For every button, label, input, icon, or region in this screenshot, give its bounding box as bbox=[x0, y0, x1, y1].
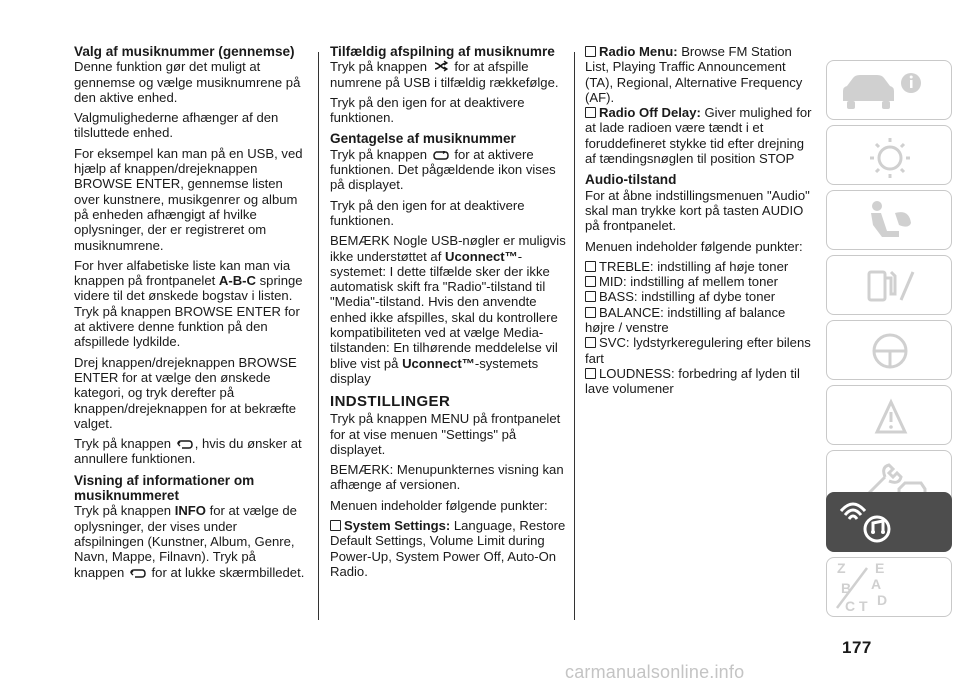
text: for at aktivere funktionen. Det pågældende ikon vises på displayet. bbox=[330, 146, 556, 193]
checkbox-bullet-icon bbox=[585, 291, 596, 302]
item-text: BASS: indstilling af dybe toner bbox=[599, 289, 776, 305]
car-info-icon bbox=[827, 61, 953, 121]
heading-browse: Valg af musiknummer (gennemse) bbox=[74, 44, 295, 59]
paragraph: Menuen indeholder følgende punkter: bbox=[585, 238, 803, 254]
heading-shuffle: Tilfældig afspilning af musiknumre bbox=[330, 44, 555, 59]
warning-light-icon bbox=[827, 126, 953, 186]
brand-name: Uconnect™ bbox=[402, 355, 475, 371]
item-text: Language, Restore Default Settings, Volume Limit during Power-Up, System Power Off, Auto-On Radio. bbox=[330, 518, 566, 579]
checkbox-bullet-icon bbox=[585, 276, 596, 287]
text: for at lukke skærmbilledet. bbox=[147, 564, 305, 580]
tab-multimedia[interactable] bbox=[826, 492, 952, 552]
checkbox-bullet-icon bbox=[585, 337, 596, 348]
tab-car-info[interactable] bbox=[826, 60, 952, 120]
item-text: BALANCE: indstilling af balance højre / venstre bbox=[585, 304, 786, 336]
tab-warning-lights[interactable] bbox=[826, 125, 952, 185]
back-icon bbox=[130, 569, 146, 578]
text: Tryk på knappen bbox=[330, 146, 431, 162]
heading-audio: Audio-tilstand bbox=[585, 172, 677, 188]
tab-driving[interactable] bbox=[826, 320, 952, 380]
index-letter: A bbox=[871, 576, 882, 592]
item-text: Browse FM Station List, Playing Traffic Announcement (TA), Regional, Alternative Frequency (AF). bbox=[585, 44, 803, 105]
item-text: LOUDNESS: forbedring af lyden til lave volumener bbox=[585, 365, 800, 397]
item-title: Radio Off Delay: bbox=[599, 105, 701, 121]
index-letter: E bbox=[875, 560, 885, 576]
brand-name: Uconnect™ bbox=[445, 248, 518, 264]
list-item bbox=[585, 259, 813, 274]
index-letters bbox=[837, 560, 897, 616]
list-item bbox=[585, 289, 813, 304]
seat-airbag-icon bbox=[827, 191, 953, 251]
paragraph: Menuen indeholder følgende punkter: bbox=[330, 497, 548, 513]
tab-emergency[interactable] bbox=[826, 385, 952, 445]
page-number: 177 bbox=[842, 638, 872, 657]
column-3 bbox=[585, 44, 813, 397]
index-letter: Z bbox=[837, 560, 846, 576]
paragraph bbox=[74, 503, 308, 579]
list-item bbox=[330, 518, 568, 579]
item-text: MID: indstilling af mellem toner bbox=[599, 274, 779, 290]
text: -systemet: I dette tilfælde sker der ikke automatisk skift fra "Radio"-tilstand til "Media"-tilstand. Hvis den anvendte enhed ikke afspilles, skal du kontrollere kompatibiliteten ved at vælge Media-tilstanden: En tilhørende meddelelse vil blive vist på bbox=[330, 248, 558, 371]
heading-settings: INDSTILLINGER bbox=[330, 393, 451, 411]
paragraph: Denne funktion gør det muligt at gennemse og vælge musiknumrene på den aktive enhed. bbox=[74, 59, 301, 105]
text: Tryk på knappen bbox=[74, 503, 175, 519]
paragraph: Tryk på den igen for at deaktivere funktionen. bbox=[330, 94, 525, 126]
text: for at vælge de oplysninger, der vises under afspilningen (Kunstner, Album, Genre, Navn, Mappe, Filnavn). Tryk på knappen bbox=[74, 503, 297, 580]
paragraph bbox=[74, 258, 308, 350]
item-text: TREBLE: indstilling af høje toner bbox=[599, 258, 789, 274]
checkbox-bullet-icon bbox=[585, 261, 596, 272]
text: for at afspille numrene på USB i tilfældig rækkefølge. bbox=[330, 59, 559, 90]
list-item bbox=[585, 44, 813, 105]
back-icon bbox=[177, 440, 193, 449]
text: Tryk på knappen bbox=[330, 59, 431, 75]
tab-starting[interactable] bbox=[826, 255, 952, 315]
checkbox-bullet-icon bbox=[330, 520, 341, 531]
list-item bbox=[585, 366, 813, 397]
index-letter: T bbox=[859, 598, 868, 614]
repeat-icon bbox=[433, 151, 449, 160]
text: -systemets display bbox=[330, 355, 539, 386]
list-item bbox=[585, 305, 813, 336]
column-divider bbox=[574, 52, 575, 620]
text: springe videre til det ønskede bogstav i listen. Tryk på knappen BROWSE ENTER for at aktivere denne funktion på den afspillede lydkilde. bbox=[74, 273, 303, 350]
column-divider bbox=[318, 52, 319, 620]
item-text: SVC: lydstyrkeregulering efter bilens fart bbox=[585, 335, 811, 366]
shuffle-icon bbox=[433, 60, 449, 72]
paragraph: BEMÆRK: Menupunkternes visning kan afhænge af versionen. bbox=[330, 462, 564, 493]
checkbox-bullet-icon bbox=[585, 107, 596, 118]
paragraph: For at åbne indstillingsmenuen "Audio" skal man trykke kort på tasten AUDIO på frontpanelet. bbox=[585, 187, 810, 234]
checkbox-bullet-icon bbox=[585, 307, 596, 318]
checkbox-bullet-icon bbox=[585, 368, 596, 379]
item-text: Giver mulighed for at lade radioen være tændt i et foruddefineret stykke tid efter drejning af tændingsnøglen til position STOP bbox=[585, 105, 812, 167]
paragraph bbox=[330, 233, 568, 386]
index-letter: C bbox=[845, 598, 856, 614]
paragraph: Drej knappen/drejeknappen BROWSE ENTER for at vælge den ønskede kategori, og tryk derefter på knappen/drejeknappen for at bekræfte valget. bbox=[74, 354, 297, 431]
steering-wheel-icon bbox=[827, 321, 953, 381]
tab-safety[interactable] bbox=[826, 190, 952, 250]
paragraph: Tryk på den igen for at deaktivere funktionen. bbox=[330, 197, 525, 228]
paragraph bbox=[74, 436, 308, 467]
column-2 bbox=[330, 44, 568, 579]
watermark: carmanualsonline.info bbox=[565, 662, 745, 682]
item-title: Radio Menu: bbox=[599, 44, 678, 59]
checkbox-bullet-icon bbox=[585, 46, 596, 57]
abc-button-label: A-B-C bbox=[218, 273, 256, 289]
info-button-label: INFO bbox=[174, 503, 206, 519]
paragraph: For eksempel kan man på en USB, ved hjælp af knappen/drejeknappen BROWSE ENTER, gennemse listen over kunstnere, musikgenrer og album på enheden afhængigt af hvilke oplysninger, der er registreret om musiknumrene. bbox=[74, 145, 303, 253]
tab-index[interactable] bbox=[826, 557, 952, 617]
paragraph bbox=[330, 59, 568, 90]
list-item bbox=[585, 105, 813, 166]
media-music-icon bbox=[827, 493, 953, 553]
text: , hvis du ønsker at annullere funktionen. bbox=[74, 436, 302, 467]
list-item bbox=[585, 335, 813, 366]
fuel-tools-icon bbox=[827, 256, 953, 316]
heading-info: Visning af informationer om musiknummeret bbox=[74, 472, 255, 504]
heading-repeat: Gentagelse af musiknummer bbox=[330, 131, 516, 147]
index-letter: D bbox=[877, 592, 888, 608]
list-item bbox=[585, 274, 813, 289]
column-1 bbox=[74, 44, 308, 585]
text: BEMÆRK Nogle USB-nøgler er muligvis ikke understøttet af bbox=[330, 233, 566, 264]
paragraph: Valgmulighederne afhænger af den tilsluttede enhed. bbox=[74, 110, 279, 141]
paragraph: Tryk på knappen MENU på frontpanelet for at vise menuen "Settings" på displayet. bbox=[330, 411, 561, 457]
text: Tryk på knappen bbox=[74, 436, 175, 452]
text: For hver alfabetiske liste kan man via knappen på frontpanelet bbox=[74, 257, 291, 289]
item-title: System Settings: bbox=[344, 518, 451, 534]
paragraph bbox=[330, 147, 568, 193]
index-letter: B bbox=[841, 580, 852, 596]
road-hazard-icon bbox=[827, 386, 953, 446]
